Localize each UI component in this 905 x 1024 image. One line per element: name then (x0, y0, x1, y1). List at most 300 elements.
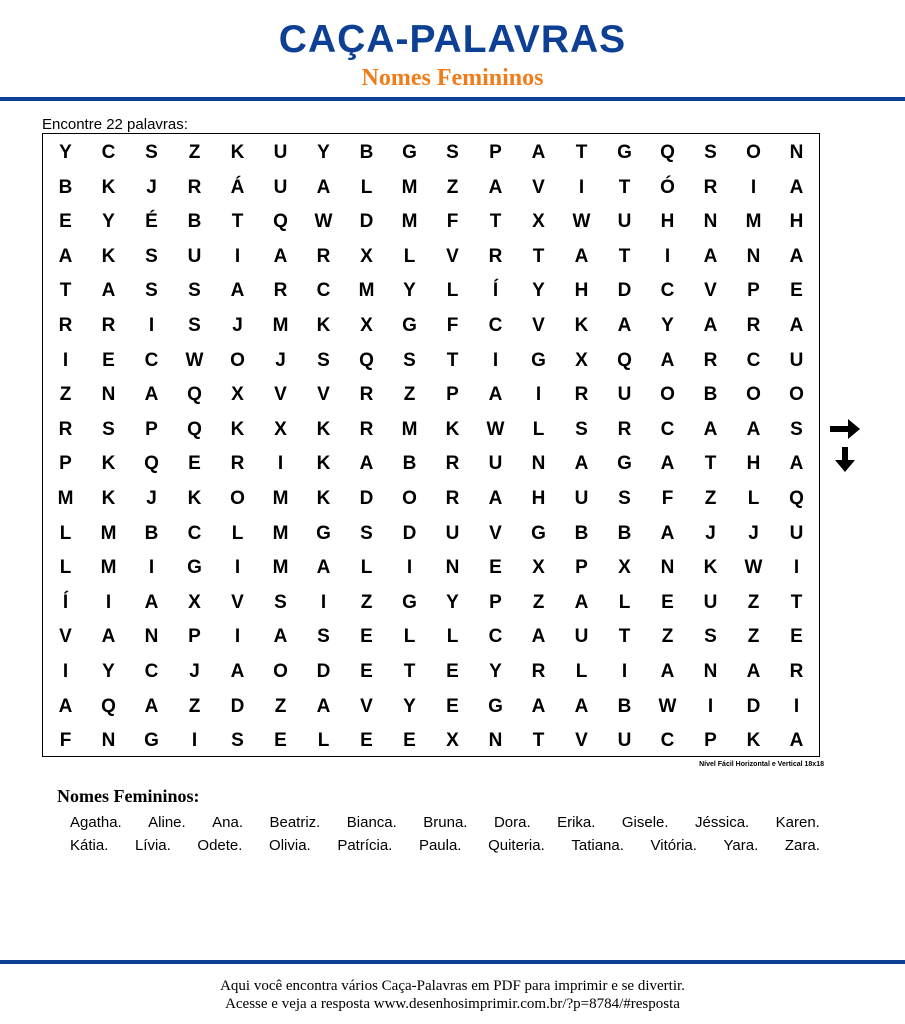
grid-letter: Z (446, 176, 459, 198)
grid-letter: Y (317, 142, 330, 163)
grid-letter: G (402, 315, 417, 336)
grid-letter: A (101, 626, 116, 648)
grid-letter: S (704, 626, 717, 648)
grid-letter: R (703, 349, 718, 371)
grid-row (43, 240, 819, 274)
grid-letter: T (532, 730, 545, 752)
right-arrow-icon (828, 414, 862, 444)
grid-letter: J (275, 349, 286, 371)
grid-letter: A (746, 418, 761, 440)
grid-letter: O (746, 384, 761, 406)
grid-letter: B (703, 384, 718, 406)
grid-letter: A (531, 626, 546, 648)
grid-letter: I (234, 626, 241, 648)
word-list-title: Nomes Femininos: (57, 786, 200, 806)
grid-letter: S (704, 142, 717, 163)
grid-letter: Q (617, 349, 632, 371)
grid-letter: U (703, 591, 718, 613)
grid-letter: A (144, 591, 159, 613)
grid-letter: Z (661, 626, 674, 648)
grid-letter: S (317, 626, 330, 648)
grid-letter: I (793, 695, 800, 717)
grid-letter: F (446, 211, 459, 233)
grid-letter: R (445, 453, 460, 475)
grid-letter: D (359, 488, 374, 509)
grid-letter: I (406, 557, 413, 579)
grid-letter: A (574, 453, 589, 475)
grid-letter: A (703, 245, 718, 267)
grid-letter: O (660, 384, 675, 406)
grid-letter: U (617, 730, 632, 752)
grid-letter: G (402, 142, 417, 163)
grid-letter: F (59, 730, 72, 752)
grid-letter: A (789, 176, 804, 198)
grid-letter: W (185, 349, 204, 371)
grid-letter: N (746, 245, 761, 267)
grid-letter: H (660, 211, 675, 233)
grid-letter: R (746, 315, 761, 336)
grid-letter: C (144, 661, 159, 682)
word-item: Yara. (723, 837, 759, 854)
grid-letter: Z (532, 591, 545, 613)
word-item: Paula. (418, 837, 462, 854)
grid-letter: G (488, 695, 503, 717)
grid-letter: I (191, 730, 198, 752)
grid-letter: G (144, 730, 159, 752)
grid-letter: R (359, 418, 374, 440)
grid-letter: C (187, 522, 202, 544)
grid-letter: A (101, 280, 116, 302)
grid-letter: E (790, 626, 803, 648)
grid-letter: N (703, 661, 718, 682)
grid-letter: F (446, 315, 459, 336)
grid-letter: Z (704, 488, 717, 509)
grid-letter: L (532, 418, 545, 440)
grid-letter: D (746, 695, 761, 717)
word-item: Dora. (493, 814, 531, 831)
grid-letter: N (660, 557, 675, 579)
word-item: Beatriz. (269, 814, 321, 831)
grid-letter: Á (230, 176, 245, 198)
grid-letter: L (403, 245, 416, 267)
grid-letter: E (188, 453, 201, 475)
grid-letter: O (230, 349, 245, 371)
grid-letter: F (661, 488, 674, 509)
grid-letter: Z (360, 591, 373, 613)
grid-letter: A (359, 453, 374, 475)
grid-letter: R (531, 661, 546, 682)
grid-letter: G (187, 557, 202, 579)
grid-letter: Q (359, 349, 374, 371)
grid-letter: R (273, 280, 288, 302)
grid-letter: A (316, 176, 331, 198)
grid-letter: U (445, 522, 460, 544)
grid-letter: S (231, 730, 244, 752)
grid-letter: K (746, 730, 761, 752)
grid-row (43, 205, 819, 239)
grid-letter: R (359, 384, 374, 406)
word-item: Lívia. (134, 837, 171, 854)
grid-letter: E (790, 280, 803, 302)
grid-letter: E (360, 661, 373, 682)
grid-letter: L (59, 557, 72, 579)
grid-letter: T (618, 626, 631, 648)
grid-letter: C (746, 349, 761, 371)
grid-letter: L (231, 522, 244, 544)
grid-letter: A (574, 591, 589, 613)
grid-letter: Y (102, 661, 115, 682)
grid-letter: Í (62, 591, 69, 613)
grid-letter: X (188, 591, 201, 613)
grid-letter: X (274, 418, 287, 440)
grid-letter: M (57, 488, 74, 509)
grid-letter: U (574, 626, 589, 648)
grid-letter: A (316, 557, 331, 579)
grid-letter: T (446, 349, 459, 371)
grid-letter: N (101, 384, 116, 406)
grid-letter: S (188, 280, 201, 302)
grid-letter: B (144, 522, 159, 544)
grid-letter: A (273, 245, 288, 267)
grid-letter: A (789, 245, 804, 267)
grid-letter: D (402, 522, 417, 544)
grid-letter: A (531, 142, 546, 163)
grid-letter: I (750, 176, 757, 198)
grid-letter: B (187, 211, 202, 233)
grid-letter: A (703, 418, 718, 440)
grid-letter: P (145, 418, 158, 440)
grid-letter: O (746, 142, 761, 163)
grid-letter: V (446, 245, 459, 267)
grid-letter: Y (446, 591, 459, 613)
grid-letter: R (703, 176, 718, 198)
grid-letter: E (102, 349, 115, 371)
grid-letter: T (403, 661, 416, 682)
word-item: Olivia. (269, 837, 311, 854)
grid-letter: O (230, 488, 245, 509)
grid-letter: A (488, 176, 503, 198)
grid-letter: U (187, 245, 202, 267)
grid-letter: H (746, 453, 761, 475)
grid-letter: A (660, 661, 675, 682)
footer-link-text: Acesse e veja a resposta www.desenhosimprimir.com.br/?p=8784/#resposta (225, 996, 680, 1012)
grid-letter: Ó (660, 176, 675, 198)
grid-letter: R (58, 418, 73, 440)
grid-letter: V (575, 730, 588, 752)
grid-letter: C (101, 142, 116, 163)
grid-letter: A (316, 695, 331, 717)
grid-letter: R (445, 488, 460, 509)
grid-letter: N (789, 142, 804, 163)
grid-letter: B (58, 176, 73, 198)
grid-letter: T (618, 176, 631, 198)
grid-letter: G (617, 453, 632, 475)
footer-divider (0, 960, 905, 964)
grid-letter: Z (59, 384, 72, 406)
grid-letter: U (789, 522, 804, 544)
grid-letter: Y (661, 315, 674, 336)
word-item: Jéssica. (695, 814, 750, 831)
grid-letter: S (145, 280, 158, 302)
grid-letter: M (745, 211, 762, 233)
grid-row (43, 171, 819, 205)
grid-letter: P (489, 591, 502, 613)
grid-letter: I (148, 315, 155, 336)
grid-letter: E (446, 695, 459, 717)
down-arrow-icon (828, 445, 862, 475)
grid-letter: R (789, 661, 804, 682)
grid-letter: Q (660, 142, 675, 163)
grid-letter: K (574, 315, 589, 336)
grid-letter: I (707, 695, 714, 717)
grid-letter: Y (403, 695, 416, 717)
grid-letter: L (575, 661, 588, 682)
grid-letter: R (230, 453, 245, 475)
grid-letter: K (316, 453, 331, 475)
grid-letter: M (401, 418, 418, 440)
grid-letter: X (532, 557, 545, 579)
grid-letter: K (230, 418, 245, 440)
grid-letter: A (488, 384, 503, 406)
grid-letter: D (359, 211, 374, 233)
grid-letter: K (101, 453, 116, 475)
grid-letter: X (360, 315, 373, 336)
grid-letter: M (100, 522, 117, 544)
grid-letter: V (360, 695, 373, 717)
grid-letter: K (316, 418, 331, 440)
word-item: Vitória. (650, 837, 697, 854)
grid-letter: W (744, 557, 763, 579)
grid-letter: V (489, 522, 502, 544)
grid-letter: A (531, 695, 546, 717)
grid-letter: N (445, 557, 460, 579)
grid-letter: A (230, 661, 245, 682)
grid-letter: V (317, 384, 330, 406)
grid-letter: A (574, 245, 589, 267)
grid-letter: A (230, 280, 245, 302)
grid-letter: S (618, 488, 631, 509)
grid-letter: L (317, 730, 330, 752)
grid-letter: N (101, 730, 116, 752)
grid-letter: W (572, 211, 591, 233)
grid-letter: E (446, 661, 459, 682)
grid-letter: A (789, 453, 804, 475)
grid-letter: E (403, 730, 416, 752)
grid-letter: J (232, 315, 243, 336)
grid-letter: S (188, 315, 201, 336)
grid-letter: Q (187, 418, 202, 440)
grid-letter: Z (747, 626, 760, 648)
grid-letter: C (660, 730, 675, 752)
word-item: Karen. (775, 814, 820, 831)
grid-letter: I (62, 661, 69, 682)
grid-letter: R (187, 176, 202, 198)
grid-letter: S (102, 418, 115, 440)
grid-letter: S (145, 142, 158, 163)
grid-letter: Y (532, 280, 545, 302)
grid-letter: Q (187, 384, 202, 406)
grid-letter: D (316, 661, 331, 682)
grid-row (43, 482, 819, 516)
grid-letter: M (401, 176, 418, 198)
word-item: Quiteria. (488, 837, 545, 854)
grid-letter: L (747, 488, 760, 509)
grid-letter: J (189, 661, 200, 682)
grid-letter: A (574, 695, 589, 717)
grid-letter: V (704, 280, 717, 302)
grid-letter: R (58, 315, 73, 336)
word-item: Ana. (212, 814, 244, 831)
word-list-row-2 (70, 837, 820, 855)
grid-row (43, 309, 819, 343)
grid-letter: S (317, 349, 330, 371)
grid-letter: N (531, 453, 546, 475)
footer-text: Aqui você encontra vários Caça-Palavras em PDF para imprimir e se divertir. (220, 978, 685, 994)
grid-letter: E (360, 626, 373, 648)
grid-letter: D (617, 280, 632, 302)
grid-letter: P (704, 730, 717, 752)
grid-letter: J (705, 522, 716, 544)
grid-letter: L (618, 591, 631, 613)
grid-letter: C (144, 349, 159, 371)
word-item: Aline. (148, 814, 186, 831)
grid-row (43, 344, 819, 378)
word-item: Erika. (557, 814, 596, 831)
grid-letter: X (360, 245, 373, 267)
word-item: Zara. (784, 837, 820, 854)
grid-letter: A (58, 245, 73, 267)
grid-row (43, 586, 819, 620)
grid-letter: T (704, 453, 717, 475)
grid-letter: A (660, 453, 675, 475)
grid-letter: G (316, 522, 331, 544)
grid-letter: A (746, 661, 761, 682)
grid-letter: T (231, 211, 244, 233)
grid-row (43, 413, 819, 447)
grid-letter: Y (59, 142, 72, 163)
grid-letter: L (360, 176, 373, 198)
grid-letter: Q (789, 488, 804, 509)
grid-letter: U (273, 142, 288, 163)
grid-letter: M (401, 211, 418, 233)
grid-letter: G (531, 522, 546, 544)
grid-letter: K (101, 488, 116, 509)
grid-letter: M (358, 280, 375, 302)
grid-letter: I (62, 349, 69, 371)
grid-letter: L (446, 626, 459, 648)
word-item: Patrícia. (337, 837, 393, 854)
grid-letter: T (532, 245, 545, 267)
grid-letter: W (314, 211, 333, 233)
grid-letter: Z (188, 695, 201, 717)
word-item: Odete. (197, 837, 243, 854)
grid-letter: K (230, 142, 245, 163)
grid-letter: P (747, 280, 760, 302)
grid-letter: G (402, 591, 417, 613)
grid-letter: L (360, 557, 373, 579)
grid-letter: E (59, 211, 72, 233)
grid-letter: U (617, 384, 632, 406)
grid-letter: V (532, 176, 545, 198)
grid-letter: E (661, 591, 674, 613)
grid-letter: R (316, 245, 331, 267)
grid-row (43, 690, 819, 724)
grid-letter: R (101, 315, 116, 336)
grid-row (43, 378, 819, 412)
word-item: Gisele. (621, 814, 669, 831)
grid-letter: R (574, 384, 589, 406)
grid-letter: O (402, 488, 417, 509)
grid-letter: S (446, 142, 459, 163)
grid-letter: T (575, 142, 588, 163)
word-item: Bianca. (346, 814, 397, 831)
grid-letter: T (618, 245, 631, 267)
grid-letter: E (489, 557, 502, 579)
grid-letter: T (59, 280, 72, 302)
grid-letter: Í (492, 280, 499, 302)
grid-letter: I (621, 661, 628, 682)
grid-letter: K (316, 488, 331, 509)
grid-row (43, 447, 819, 481)
grid-letter: L (59, 522, 72, 544)
grid-row (43, 655, 819, 689)
grid-letter: P (446, 384, 459, 406)
grid-row (43, 724, 819, 758)
grid-letter: C (660, 418, 675, 440)
grid-letter: A (144, 695, 159, 717)
grid-letter: I (793, 557, 800, 579)
grid-letter: Q (101, 695, 116, 717)
grid-letter: Y (489, 661, 502, 682)
grid-letter: S (360, 522, 373, 544)
grid-letter: A (617, 315, 632, 336)
header-divider (0, 97, 905, 101)
grid-letter: C (488, 315, 503, 336)
grid-letter: H (789, 211, 804, 233)
grid-letter: O (273, 661, 288, 682)
grid-row (43, 274, 819, 308)
grid-row (43, 620, 819, 654)
grid-letter: Y (403, 280, 416, 302)
grid-letter: H (574, 280, 589, 302)
grid-letter: D (230, 695, 245, 717)
grid-letter: U (273, 176, 288, 198)
grid-letter: O (789, 384, 804, 406)
grid-letter: I (664, 245, 671, 267)
grid-letter: A (660, 349, 675, 371)
grid-letter: Y (102, 211, 115, 233)
grid-letter: J (146, 488, 157, 509)
grid-letter: A (660, 522, 675, 544)
grid-letter: B (359, 142, 374, 163)
grid-letter: R (617, 418, 632, 440)
grid-letter: V (274, 384, 287, 406)
grid-letter: B (574, 522, 589, 544)
grid-letter: U (789, 349, 804, 371)
grid-letter: M (100, 557, 117, 579)
grid-letter: E (360, 730, 373, 752)
word-item: Bruna. (423, 814, 468, 831)
word-search-grid (42, 133, 820, 757)
grid-letter: P (59, 453, 72, 475)
grid-letter: K (187, 488, 202, 509)
grid-letter: M (272, 488, 289, 509)
grid-letter: P (188, 626, 201, 648)
grid-letter: V (59, 626, 72, 648)
grid-letter: N (144, 626, 159, 648)
grid-letter: J (748, 522, 759, 544)
grid-letter: L (403, 626, 416, 648)
